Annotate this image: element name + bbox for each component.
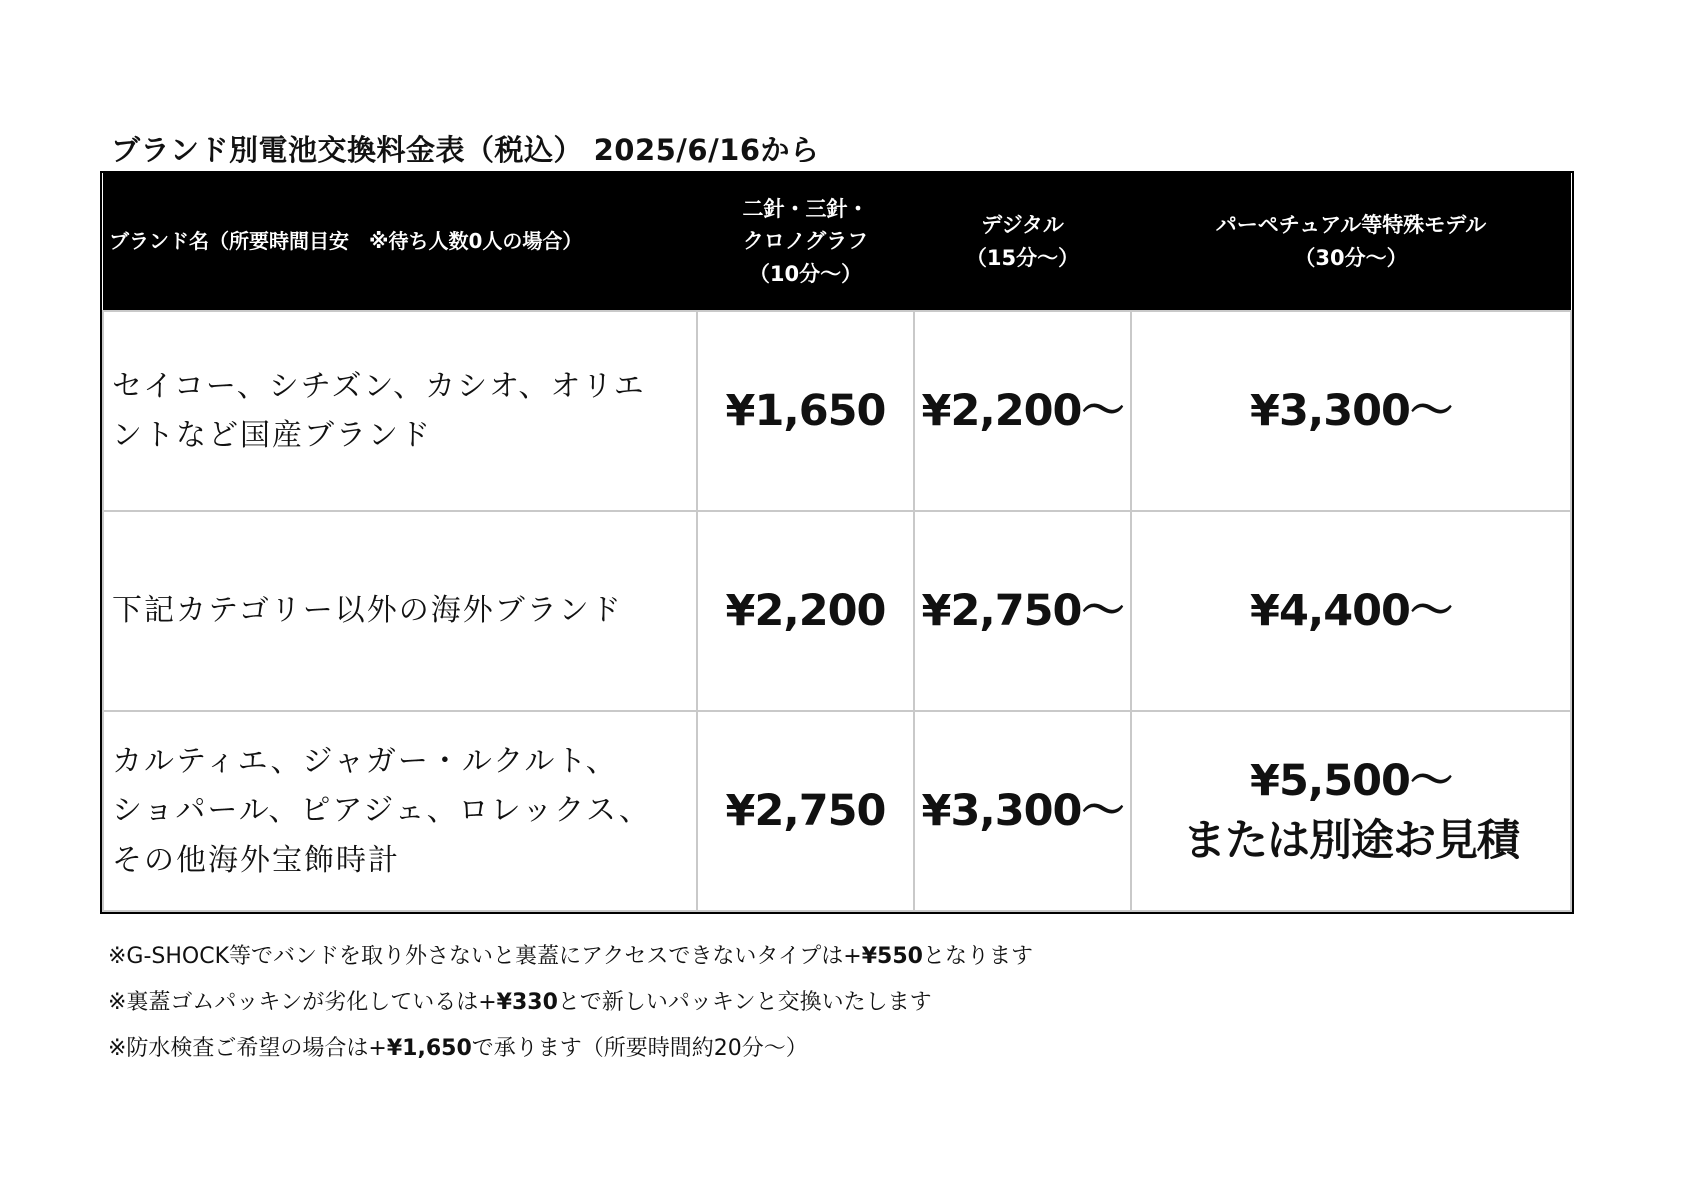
price-analog: ¥2,200 bbox=[697, 511, 914, 711]
price-digital: ¥2,750〜 bbox=[914, 511, 1131, 711]
table-header-row bbox=[103, 173, 1571, 311]
header-digital bbox=[914, 173, 1131, 311]
brand-line: その他海外宝飾時計 bbox=[112, 842, 400, 878]
note-text: で承ります（所要時間約20分〜） bbox=[471, 1036, 808, 1061]
note-text: ※防水検査ご希望の場合は+ bbox=[108, 1036, 387, 1061]
header-analog-line: （10分〜） bbox=[748, 261, 863, 286]
table-row bbox=[103, 311, 1571, 511]
price-perpetual-line: ¥5,500〜 bbox=[1250, 755, 1452, 806]
header-perpetual-line: （30分〜） bbox=[1294, 245, 1408, 270]
notes bbox=[108, 934, 1033, 1072]
header-analog bbox=[697, 173, 914, 311]
brand-line: セイコー、シチズン、カシオ、オリエ bbox=[112, 368, 646, 404]
price-analog: ¥2,750 bbox=[697, 711, 914, 911]
header-perpetual bbox=[1131, 173, 1571, 311]
brand-cell bbox=[103, 311, 697, 511]
brand-line: ントなど国産ブランド bbox=[112, 418, 432, 453]
header-perpetual-line: パーペチュアル等特殊モデル bbox=[1215, 212, 1487, 237]
note-line bbox=[108, 980, 1033, 1026]
header-analog-line: クロノグラフ bbox=[742, 229, 869, 254]
note-price: ¥330 bbox=[496, 990, 558, 1015]
header-analog-line: 二針・三針・ bbox=[742, 196, 869, 221]
price-perpetual bbox=[1131, 311, 1571, 511]
price-perpetual-line: または別途お見積 bbox=[1183, 816, 1519, 866]
price-digital: ¥2,200〜 bbox=[914, 311, 1131, 511]
brand-cell bbox=[103, 711, 697, 911]
brand-line: ショパール、ピアジェ、ロレックス、 bbox=[112, 793, 651, 829]
note-price: ¥550 bbox=[861, 944, 923, 969]
brand-line: カルティエ、ジャガー・ルクルト、 bbox=[112, 743, 618, 779]
brand-cell bbox=[103, 511, 697, 711]
price-perpetual-line: ¥3,300〜 bbox=[1250, 385, 1452, 436]
note-line bbox=[108, 1026, 1033, 1072]
page-title: ブランド別電池交換料金表（税込） 2025/6/16から bbox=[111, 133, 820, 167]
note-text: ※G-SHOCK等でバンドを取り外さないと裏蓋にアクセスできないタイプは+ bbox=[108, 944, 862, 969]
price-perpetual-line: ¥4,400〜 bbox=[1250, 585, 1452, 636]
price-digital: ¥3,300〜 bbox=[914, 711, 1131, 911]
note-text: ※裏蓋ゴムパッキンが劣化しているは+ bbox=[108, 990, 497, 1015]
price-analog: ¥1,650 bbox=[697, 311, 914, 511]
table-row bbox=[103, 711, 1571, 911]
note-text: となります bbox=[922, 944, 1033, 969]
brand-line: 下記カテゴリー以外の海外ブランド bbox=[112, 593, 623, 629]
price-perpetual bbox=[1131, 511, 1571, 711]
header-brand: ブランド名（所要時間目安 ※待ち人数0人の場合） bbox=[103, 173, 697, 311]
note-line bbox=[108, 934, 1033, 980]
note-price: ¥1,650 bbox=[386, 1036, 472, 1061]
table-row bbox=[103, 511, 1571, 711]
header-digital-line: （15分〜） bbox=[965, 245, 1080, 270]
note-text: とで新しいパッキンと交換いたします bbox=[557, 990, 932, 1015]
price-perpetual bbox=[1131, 711, 1571, 911]
price-table bbox=[102, 173, 1572, 912]
header-digital-line: デジタル bbox=[981, 212, 1064, 237]
